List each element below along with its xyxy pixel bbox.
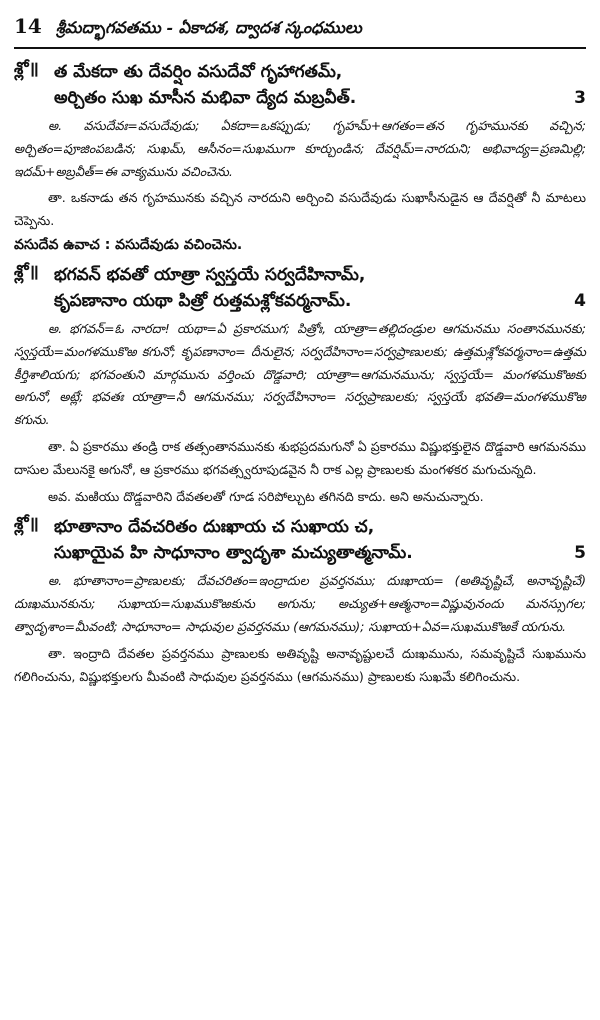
meaning-paragraph: తా. ఒకనాడు తన గృహమునకు వచ్చిన నారదుని అర్చించి వసుదేవుడు సుఖాసీనుడైన ఆ దేవర్షితో నీ మాటలు చెప్పెను. [14,190,586,229]
verse-line: భూతానాం దేవచరితం దుఃఖాయ చ సుఖాయ చ, [54,517,375,538]
verse-number: 5 [574,543,586,564]
verse-line: కృపణానాం యథా పిత్రో రుత్తమశ్లోకవర్మనామ్. [54,290,352,311]
verse-3 [14,59,586,111]
verse-line: త మేకదా తు దేవర్షిం వసుదేవో గృహాగతమ్, [54,62,343,82]
verse-line: భగవన్ భవతో యాత్రా స్వస్తయే సర్వదేహినామ్, [54,264,366,285]
note-paragraph: అవ. మఱియు దొడ్డవారిని దేవతలతో గూడ సరిపోల్చుట తగినది కాదు. అని అనుచున్నారు. [48,488,484,504]
verse-line: అర్చితం సుఖ మాసీన మభివా ద్యేద మబ్రవీత్. [54,88,357,108]
verse-line: సుఖాయైవ హి సాధూనాం త్వాదృశా మచ్యుతాత్మనామ్. [54,543,413,564]
meaning-paragraph: తా. ఏ ప్రకారము తండ్రి రాక తత్సంతానమునకు శుభప్రదమగునో ఏ ప్రకారము విష్ణుభక్తులైన దొడ్డవారి ఆగమనము దాసుల మేలునకై అగునో, ఆ ప్రకారము భగవత్స్వరూపుడవైన నీ రాక ఎల్ల ప్రాణులకు మంగళకర మగుచున్నది. [14,438,586,477]
speaker-line: వసుదేవ ఉవాచ : వసుదేవుడు వచించెను. [14,236,243,253]
gloss-paragraph: అ. భగవన్=ఓ నారదా! యథా=ఏ ప్రకారముగ; పిత్రోః, యాత్రా=తల్లిదండ్రుల ఆగమనము సంతానమునకు; స్వస్తయే=మంగళముకొఱ కగునో; కృపణానాం= దీనులైన; సర్వదేహినాం=సర్వప్రాణులకు; ఉత్తమశ్లోకవర్మనాం=ఉత్తమ కీర్తిశాలియగు; భగవంతుని మార్గమును వర్తించు దొడ్డవారి; యాత్రా=ఆగమనమును; స్వస్తయే= మంగళముకొఱకు అగునో, అట్లే; భవతః యాత్రా=నీ ఆగమనము; సర్వదేహినాం= సర్వప్రాణులకు; స్వస్తయే భవతి=మంగళముకొఱ కగును. [14,320,586,428]
page-number: 14 [14,14,42,38]
verse-lead: శ్లో॥ [14,261,39,282]
page-header [14,14,586,41]
verse-5 [14,514,586,566]
running-title: శ్రీమద్భాగవతము - ఏకాదశ, ద్వాదశ స్కంధములు [55,18,362,37]
verse-lead: శ్లో॥ [14,59,39,79]
meaning-paragraph: తా. ఇంద్రాది దేవతల ప్రవర్తనము ప్రాణులకు అతివృష్టి అనావృష్టులచే దుఃఖమును, సమవృష్టిచే సుఖమును గలిగించును, విష్ణుభక్తులగు మీవంటి సాధువుల ప్రవర్తనము (ఆగమనము) ప్రాణులకు సుఖమే కలిగించును. [14,645,586,684]
verse-4 [14,262,586,314]
verse-lead: శ్లో॥ [14,514,39,535]
gloss-paragraph: అ. వసుదేవః=వసుదేవుడు; ఏకదా=ఒకప్పుడు; గృహమ్+ఆగతం=తన గృహమునకు వచ్చిన; అర్చితం=పూజింపబడిన; సుఖమ్, ఆసీనం=సుఖముగా కూర్చుండిన; దేవర్షిమ్=నారదుని; అభివాద్య=ప్రణమిల్లి; ఇదమ్+అబ్రవీత్=ఈ వాక్యమును వచించెను. [14,118,586,179]
gloss-paragraph: అ. భూతానాం=ప్రాణులకు; దేవచరితం=ఇంద్రాదుల ప్రవర్తనము; దుఃఖాయ= (అతివృష్టిచే, అనావృష్టిచే) దుఃఖమునకును; సుఖాయ=సుఖముకొఱకును అగును; అచ్యుత+ఆత్మనాం=విష్ణువునందు మనస్సుగల; త్వాదృశాం=మీవంటి; సాధూనాం= సాధువుల ప్రవర్తనము (ఆగమనము); సుఖాయ+ఏవ=సుఖముకొఱకే యగును. [14,573,586,634]
verse-number: 3 [574,88,586,108]
verse-number: 4 [574,290,586,311]
header-rule [14,47,586,49]
